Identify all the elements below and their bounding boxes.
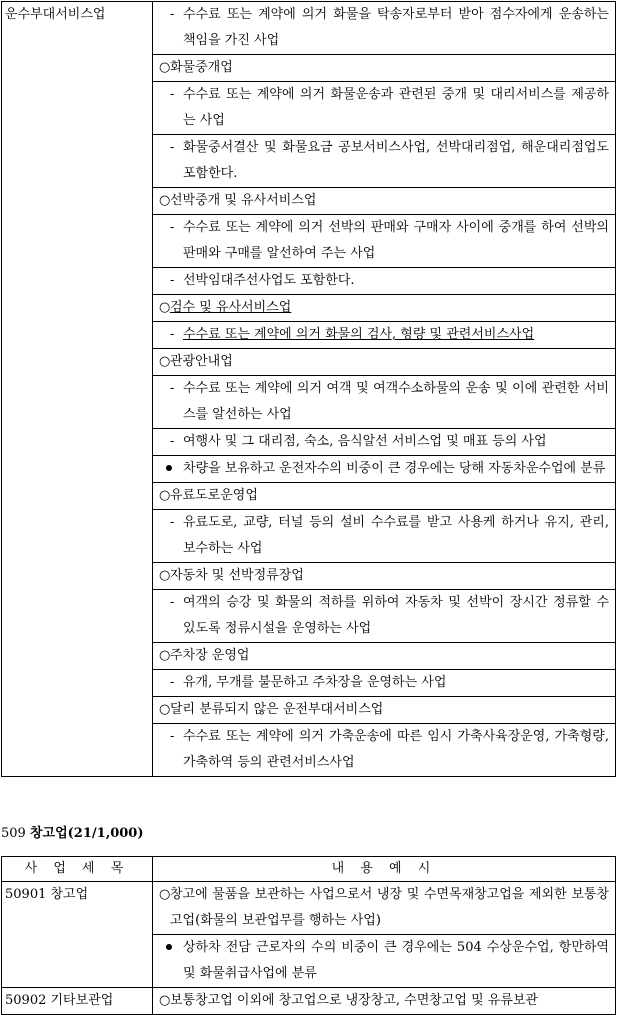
list-item-heading [153, 882, 615, 934]
dash-marker-icon: - [170, 327, 175, 342]
dash-marker-icon: - [170, 7, 175, 22]
list-item-text: 수수료 또는 계약에 의거 화물의 검사, 형량 및 관련서비스사업 [183, 327, 535, 342]
bullet-icon [166, 465, 172, 471]
list-item-heading [153, 482, 615, 509]
circle-marker-icon: ○ [159, 648, 171, 663]
list-item-heading [153, 988, 615, 1014]
circle-marker-icon: ○ [159, 887, 171, 902]
list-item-detail [153, 81, 615, 134]
circle-marker-icon: ○ [159, 300, 171, 315]
circle-marker-icon: ○ [159, 488, 171, 503]
circle-marker-icon: ○ [159, 354, 171, 369]
list-item-heading [153, 696, 615, 723]
table-row [2, 988, 616, 1015]
header-category: 사 업 세 목 [2, 857, 153, 882]
dash-marker-icon: - [170, 675, 175, 690]
list-item-detail [153, 267, 615, 294]
dash-marker-icon: - [170, 434, 175, 449]
list-item-text: 선박임대주선사업도 포함한다. [183, 273, 355, 288]
list-item-detail [153, 375, 615, 428]
list-item-text: 자동차 및 선박정류장업 [170, 568, 304, 583]
list-item-text: 선박중개 및 유사서비스업 [170, 193, 317, 208]
list-item-note [153, 934, 615, 987]
list-item-heading [153, 562, 615, 589]
section-heading [1, 826, 144, 842]
list-item-text: 보통창고업 이외에 창고업으로 냉장창고, 수면창고업 및 유류보관 [170, 993, 538, 1008]
circle-marker-icon: ○ [159, 60, 171, 75]
section-title: 창고업 [29, 826, 68, 841]
list-item-text: 유료도로, 교량, 터널 등의 설비 수수료를 받고 사용케 하거나 유지, 관리, 보수하는 사업 [183, 515, 609, 556]
list-item-detail [153, 509, 615, 562]
description-list [153, 988, 615, 1014]
dash-marker-icon: - [170, 381, 175, 396]
dash-marker-icon: - [170, 729, 175, 744]
list-item-text: 수수료 또는 계약에 의거 화물을 탁송자로부터 받아 점수자에게 운송하는 책임을 가진 사업 [183, 7, 609, 48]
list-item-text: 화물중개업 [170, 60, 233, 75]
list-item-heading [153, 348, 615, 375]
list-item-text: 달리 분류되지 않은 운전부대서비스업 [170, 702, 384, 717]
row-code: 50901 창고업 [2, 882, 153, 988]
dash-marker-icon: - [170, 515, 175, 530]
list-item-text: 수수료 또는 계약에 의거 화물운송과 관련된 중개 및 대리서비스를 제공하는 사업 [183, 87, 609, 128]
list-item-heading [153, 642, 615, 669]
classification-table-upper [1, 1, 616, 777]
list-item-text: 차량을 보유하고 운전자수의 비중이 큰 경우에는 당해 자동차운수업에 분류 [183, 461, 606, 476]
row-description [153, 882, 616, 988]
list-item-note [153, 455, 615, 482]
category-name: 운수부대서비스업 [5, 7, 106, 22]
list-item-detail [153, 2, 615, 54]
description-list [153, 2, 615, 776]
dash-marker-icon: - [170, 595, 175, 610]
list-item-text: 수수료 또는 계약에 의거 선박의 판매와 구매자 사이에 중개를 하여 선박의 판매와 구매를 알선하여 주는 사업 [183, 220, 609, 261]
row-code: 50902 기타보관업 [2, 988, 153, 1015]
section-count: (21/1,000) [67, 826, 144, 841]
list-item-text: 여행사 및 그 대리점, 숙소, 음식알선 서비스업 및 매표 등의 사업 [183, 434, 547, 449]
description-list [153, 882, 615, 987]
list-item-detail [153, 669, 615, 696]
list-item-text: 관광안내업 [170, 354, 233, 369]
circle-marker-icon: ○ [159, 702, 171, 717]
list-item-text: 검수 및 유사서비스업 [170, 300, 292, 315]
list-item-text: 유료도로운영업 [170, 488, 258, 503]
dash-marker-icon: - [170, 87, 175, 102]
classification-table-warehouse [1, 856, 616, 1015]
list-item-text: 유개, 무개를 불문하고 주차장을 운영하는 사업 [183, 675, 447, 690]
list-item-detail [153, 428, 615, 455]
list-item-text: 창고에 물품을 보관하는 사업으로서 냉장 및 수면목재창고업을 제외한 보통창고업(화물의 보관업무를 행하는 사업) [170, 887, 609, 928]
dash-marker-icon: - [170, 273, 175, 288]
list-item-heading [153, 294, 615, 321]
list-item-detail [153, 589, 615, 642]
circle-marker-icon: ○ [159, 193, 171, 208]
list-item-detail [153, 134, 615, 187]
list-item-detail [153, 321, 615, 348]
table-row [2, 882, 616, 988]
header-description: 내 용 예 시 [153, 857, 616, 882]
category-cell [2, 2, 153, 777]
dash-marker-icon: - [170, 140, 175, 155]
list-item-text: 여객의 승강 및 화물의 적하를 위하여 자동차 및 선박이 장시간 정류할 수 있도록 정류시설을 운영하는 사업 [183, 595, 609, 636]
section-code: 509 [1, 826, 26, 841]
circle-marker-icon: ○ [159, 993, 171, 1008]
list-item-text: 수수료 또는 계약에 의거 여객 및 여객수소하물의 운송 및 이에 관련한 서비스를 알선하는 사업 [183, 381, 609, 422]
list-item-text: 화물중서결산 및 화물요금 공보서비스사업, 선박대리점업, 해운대리점업도 포함한다. [183, 140, 609, 181]
list-item-text: 상하차 전담 근로자의 수의 비중이 큰 경우에는 504 수상운수업, 항만하역 및 화물취급사업에 분류 [183, 940, 609, 981]
circle-marker-icon: ○ [159, 568, 171, 583]
list-item-detail [153, 214, 615, 267]
bullet-icon [166, 944, 172, 950]
list-item-text: 수수료 또는 계약에 의거 가축운송에 따른 임시 가축사육장운영, 가축형량, 가축하역 등의 관련서비스사업 [183, 729, 609, 770]
list-item-text: 주차장 운영업 [170, 648, 250, 663]
list-item-detail [153, 723, 615, 776]
description-cell [153, 2, 616, 777]
list-item-heading [153, 54, 615, 81]
dash-marker-icon: - [170, 220, 175, 235]
list-item-heading [153, 187, 615, 214]
table-header-row [2, 857, 616, 882]
row-description [153, 988, 616, 1015]
